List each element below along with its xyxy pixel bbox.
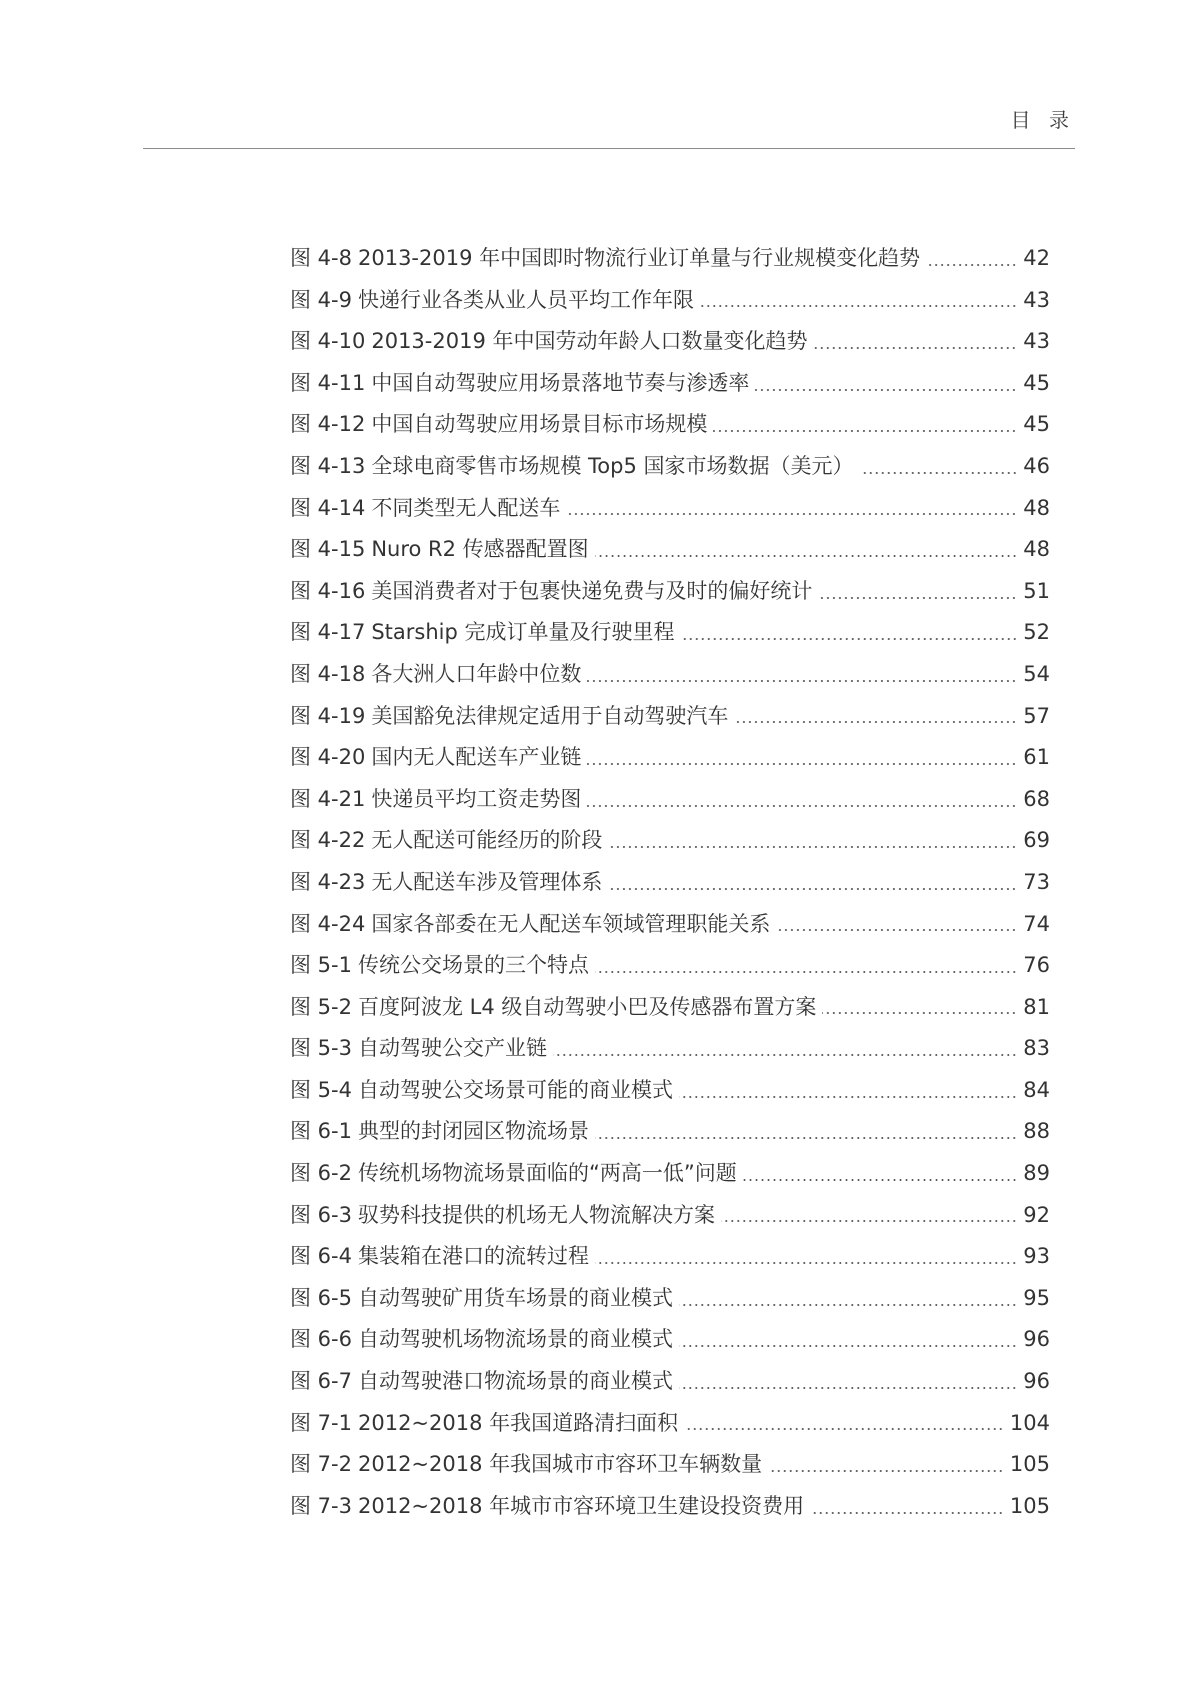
page-number: 83 (1023, 1036, 1050, 1061)
toc-entry[interactable] (290, 1153, 1050, 1195)
figure-title: 2012~2018 年我国城市市容环卫车辆数量 (357, 1452, 763, 1477)
page-number: 92 (1023, 1202, 1050, 1227)
figure-label: 图 5-2 (290, 994, 352, 1019)
figure-title: 2012~2018 年我国道路清扫面积 (357, 1410, 679, 1435)
page-number: 105 (1009, 1452, 1050, 1477)
dot-leader (595, 1137, 1017, 1139)
page-number: 48 (1023, 495, 1050, 520)
figure-label: 图 6-6 (290, 1327, 352, 1352)
figure-title: 传统机场物流场景面临的“两高一低”问题 (357, 1161, 737, 1186)
page-number: 81 (1023, 994, 1050, 1019)
figure-title: 国内无人配送车产业链 (371, 745, 582, 770)
toc-entry[interactable] (290, 404, 1050, 446)
dot-leader (553, 1054, 1017, 1056)
toc-entry[interactable] (290, 862, 1050, 904)
page-number: 96 (1023, 1369, 1050, 1394)
page-number: 45 (1023, 412, 1050, 437)
figure-title: 国家各部委在无人配送车领域管理职能关系 (371, 911, 771, 936)
dot-leader (595, 555, 1018, 557)
figure-title: 驭势科技提供的机场无人物流解决方案 (357, 1202, 715, 1227)
figure-title: 自动驾驶港口物流场景的商业模式 (357, 1369, 673, 1394)
figure-title: 中国自动驾驶应用场景目标市场规模 (371, 412, 708, 437)
toc-entry[interactable] (290, 987, 1050, 1029)
toc-entry[interactable] (290, 945, 1050, 987)
figure-label: 图 5-3 (290, 1036, 352, 1061)
page-number: 52 (1023, 620, 1050, 645)
figure-title: 自动驾驶机场物流场景的商业模式 (357, 1327, 673, 1352)
figure-title: 快递行业各类从业人员平均工作年限 (357, 287, 694, 312)
dot-leader (810, 1512, 1004, 1514)
page-number: 74 (1023, 911, 1050, 936)
figure-label: 图 4-23 (290, 869, 366, 894)
dot-leader (587, 805, 1017, 807)
toc-entry[interactable] (290, 238, 1050, 280)
toc-entry[interactable] (290, 1236, 1050, 1278)
page-number: 68 (1023, 786, 1050, 811)
dot-leader (595, 1262, 1017, 1264)
figure-title: 美国消费者对于包裹快递免费与及时的偏好统计 (371, 578, 813, 603)
figure-label: 图 4-24 (290, 911, 366, 936)
figure-label: 图 4-15 (290, 537, 366, 562)
dot-leader (743, 1179, 1018, 1181)
dot-leader (608, 888, 1017, 890)
dot-leader (768, 1470, 1004, 1472)
figure-label: 图 6-2 (290, 1161, 352, 1186)
toc-entry[interactable] (290, 1361, 1050, 1403)
figure-title: 2013-2019 年中国劳动年龄人口数量变化趋势 (371, 329, 808, 354)
toc-entry[interactable] (290, 280, 1050, 322)
page-number: 96 (1023, 1327, 1050, 1352)
figure-label: 图 5-4 (290, 1077, 352, 1102)
table-of-contents (290, 238, 1050, 1527)
page-header-title: 目 录 (1010, 108, 1075, 132)
figure-label: 图 6-3 (290, 1202, 352, 1227)
toc-entry[interactable] (290, 1403, 1050, 1445)
figure-label: 图 6-4 (290, 1244, 352, 1269)
dot-leader (566, 513, 1017, 515)
page-number: 43 (1023, 287, 1050, 312)
toc-entry[interactable] (290, 446, 1050, 488)
figure-label: 图 4-10 (290, 329, 366, 354)
figure-label: 图 7-2 (290, 1452, 352, 1477)
dot-leader (734, 721, 1017, 723)
figure-label: 图 4-13 (290, 453, 366, 478)
figure-label: 图 4-9 (290, 287, 352, 312)
figure-label: 图 4-17 (290, 620, 366, 645)
dot-leader (608, 846, 1017, 848)
dot-leader (587, 680, 1017, 682)
page-number: 88 (1023, 1119, 1050, 1144)
figure-label: 图 6-1 (290, 1119, 352, 1144)
figure-label: 图 7-1 (290, 1410, 352, 1435)
dot-leader (860, 472, 1018, 474)
figure-label: 图 4-14 (290, 495, 366, 520)
page-number: 104 (1009, 1410, 1050, 1435)
page-number: 76 (1023, 953, 1050, 978)
toc-entry[interactable] (290, 654, 1050, 696)
page-number: 61 (1023, 745, 1050, 770)
toc-entry[interactable] (290, 321, 1050, 363)
page-number: 73 (1023, 869, 1050, 894)
figure-title: 2013-2019 年中国即时物流行业订单量与行业规模变化趋势 (357, 246, 921, 270)
figure-title: 自动驾驶矿用货车场景的商业模式 (357, 1285, 673, 1310)
figure-title: 快递员平均工资走势图 (371, 786, 582, 811)
figure-label: 图 5-1 (290, 953, 352, 978)
header-divider (143, 148, 1075, 149)
page-number: 84 (1023, 1077, 1050, 1102)
figure-title: 百度阿波龙 L4 级自动驾驶小巴及传感器布置方案 (357, 994, 817, 1019)
dot-leader (587, 763, 1017, 765)
dot-leader (679, 1096, 1017, 1098)
toc-entry[interactable] (290, 1319, 1050, 1361)
page-number: 93 (1023, 1244, 1050, 1269)
dot-leader (721, 1220, 1017, 1222)
page-number: 69 (1023, 828, 1050, 853)
toc-entry[interactable] (290, 363, 1050, 405)
figure-title: 集装箱在港口的流转过程 (357, 1244, 589, 1269)
toc-entry[interactable] (290, 488, 1050, 530)
page-number: 89 (1023, 1161, 1050, 1186)
figure-label: 图 4-21 (290, 786, 366, 811)
dot-leader (595, 971, 1017, 973)
dot-leader (681, 638, 1018, 640)
page-number: 57 (1023, 703, 1050, 728)
toc-entry[interactable] (290, 612, 1050, 654)
dot-leader (679, 1304, 1017, 1306)
toc-entry[interactable] (290, 696, 1050, 738)
dot-leader (818, 597, 1017, 599)
toc-entry[interactable] (290, 1486, 1050, 1528)
figure-title: 典型的封闭园区物流场景 (357, 1119, 589, 1144)
figure-label: 图 6-7 (290, 1369, 352, 1394)
toc-entry[interactable] (290, 1444, 1050, 1486)
figure-label: 图 4-11 (290, 370, 366, 395)
page-number: 43 (1023, 329, 1050, 354)
page-number: 105 (1009, 1493, 1050, 1518)
dot-leader (813, 347, 1017, 349)
figure-title: 全球电商零售市场规模 Top5 国家市场数据（美元） (371, 453, 854, 478)
figure-title: 美国豁免法律规定适用于自动驾驶汽车 (371, 703, 729, 728)
dot-leader (700, 305, 1017, 307)
figure-label: 图 4-8 (290, 246, 352, 270)
toc-entry[interactable] (290, 529, 1050, 571)
figure-label: 图 4-22 (290, 828, 366, 853)
figure-title: 自动驾驶公交产业链 (357, 1036, 547, 1061)
page-number: 46 (1023, 453, 1050, 478)
toc-entry[interactable] (290, 1278, 1050, 1320)
page-number: 95 (1023, 1285, 1050, 1310)
toc-entry[interactable] (290, 904, 1050, 946)
dot-leader (822, 1012, 1017, 1014)
toc-entry[interactable] (290, 571, 1050, 613)
figure-title: 自动驾驶公交场景可能的商业模式 (357, 1077, 673, 1102)
dot-leader (713, 430, 1017, 432)
dot-leader (755, 389, 1017, 391)
dot-leader (684, 1428, 1004, 1430)
toc-entry[interactable] (290, 1111, 1050, 1153)
toc-entry[interactable] (290, 737, 1050, 779)
figure-title: 无人配送车涉及管理体系 (371, 869, 603, 894)
figure-title: 2012~2018 年城市市容环境卫生建设投资费用 (357, 1493, 805, 1518)
figure-label: 图 4-18 (290, 661, 366, 686)
toc-entry[interactable] (290, 1028, 1050, 1070)
figure-title: 各大洲人口年龄中位数 (371, 661, 582, 686)
dot-leader (679, 1387, 1017, 1389)
figure-title: 无人配送可能经历的阶段 (371, 828, 603, 853)
figure-label: 图 4-12 (290, 412, 366, 437)
toc-entry[interactable] (290, 779, 1050, 821)
figure-label: 图 4-19 (290, 703, 366, 728)
figure-label: 图 6-5 (290, 1285, 352, 1310)
figure-title: 传统公交场景的三个特点 (357, 953, 589, 978)
figure-title: Starship 完成订单量及行驶里程 (371, 620, 675, 645)
figure-label: 图 7-3 (290, 1493, 352, 1518)
figure-label: 图 4-20 (290, 745, 366, 770)
figure-title: 中国自动驾驶应用场景落地节奏与渗透率 (371, 370, 750, 395)
toc-entry[interactable] (290, 1070, 1050, 1112)
page-number: 45 (1023, 370, 1050, 395)
page-number: 48 (1023, 537, 1050, 562)
figure-title: 不同类型无人配送车 (371, 495, 561, 520)
dot-leader (926, 264, 1017, 266)
dot-leader (776, 929, 1017, 931)
page-number: 51 (1023, 578, 1050, 603)
figure-label: 图 4-16 (290, 578, 366, 603)
toc-entry[interactable] (290, 1195, 1050, 1237)
page-number: 54 (1023, 661, 1050, 686)
dot-leader (679, 1345, 1017, 1347)
toc-entry[interactable] (290, 820, 1050, 862)
page-number: 42 (1023, 246, 1050, 270)
figure-title: Nuro R2 传感器配置图 (371, 537, 589, 562)
